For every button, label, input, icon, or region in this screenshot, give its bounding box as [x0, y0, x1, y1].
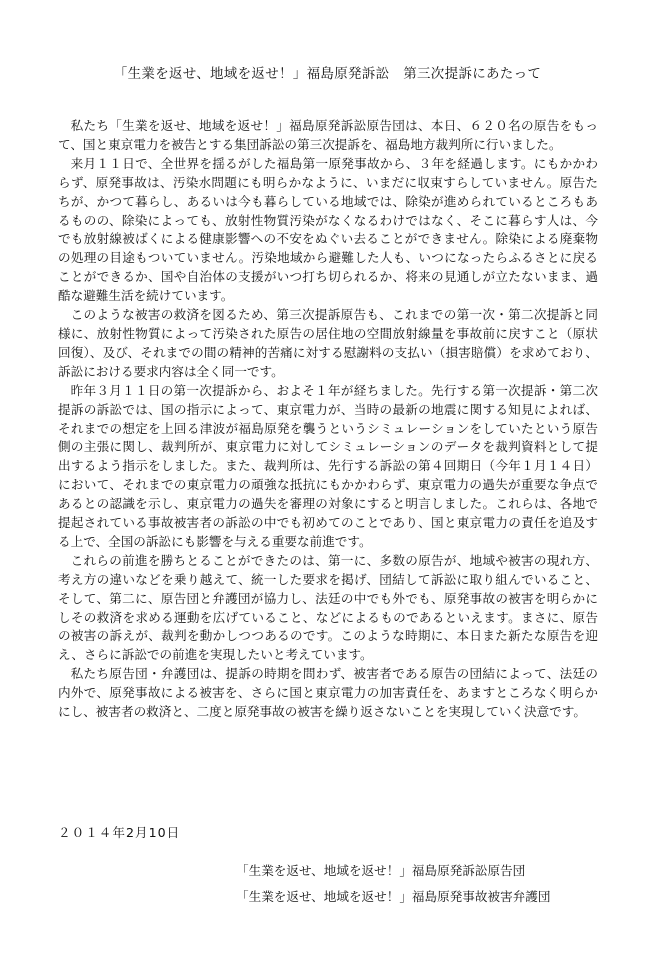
paragraph-3: このような被害の救済を図るため、第三次提訴原告も、これまでの第一次・第二次提訴と同様に、放射性物質によって汚染された原告の居住地の空間放射線量を事故前に戻すこと（原状回復）、及び、それまでの間の精神的苦痛に対する慰謝料の支払い（損害賠償）を求めており、訴訟における要求内容は全く同一です。: [58, 307, 598, 379]
document-date: ２０１４年2月10日: [58, 825, 181, 840]
paragraph-1: 私たち「生業を返せ、地域を返せ！」福島原発訴訟原告団は、本日、６２０名の原告をもって、国と東京電力を被告とする集団訴訟の第三次提訴を、福島地方裁判所に行いました。: [58, 118, 598, 152]
document-body: [58, 117, 598, 722]
signature-lawyers: 「生業を返せ、地域を返せ！」福島原発事故被害弁護団: [236, 889, 551, 904]
paragraph-4: 昨年３月１１日の第一次提訴から、およそ１年が経ちました。先行する第一次提訴・第二次提訴の訴訟では、国の指示によって、東京電力が、当時の最新の地震に関する知見によれば、それまでの想定を上回る津波が福島原発を襲うというシミュレーションをしていたという原告側の主張に関し、裁判所が、東京電力に対してシミュレーションのデータを裁判資料として提出するよう指示をしました。また、裁判所は、先行する訴訟の第４回期日（今年１月１４日）において、それまでの東京電力の頑強な抵抗にもかかわらず、東京電力の過失が重要な争点であるとの認識を示し、東京電力の過失を審理の対象にすると明言しました。これらは、各地で提起されている事故被害者の訴訟の中でも初めてのことであり、国と東京電力の責任を追及する上で、全国の訴訟にも影響を与える重要な前進です。: [58, 382, 598, 549]
paragraph-5: これらの前進を勝ちとることができたのは、第一に、多数の原告が、地域や被害の現れ方、考え方の違いなどを乗り越えて、統一した要求を掲げ、団結して訴訟に取り組んでいること、そして、第二に、原告団と弁護団が協力し、法廷の中でも外でも、原発事故の被害を明らかにしその救済を求める運動を広げていること、などによるものであるといえます。まさに、原告の被害の訴えが、裁判を動かしつつあるのです。このような時期に、本日また新たな原告を迎え、さらに訴訟での前進を実現したいと考えています。: [58, 552, 598, 663]
signature-plaintiffs: 「生業を返せ、地域を返せ！」福島原発訴訟原告団: [236, 863, 526, 878]
paragraph-2: 来月１１日で、全世界を揺るがした福島第一原発事故から、３年を経過します。にもかかわらず、原発事故は、汚染水問題にも明らかなように、いまだに収束すらしていません。原告たちが、かつて暮らし、あるいは今も暮らしている地域では、除染が進められているところもあるものの、除染によっても、放射性物質汚染がなくなるわけではなく、そこに暮らす人は、今でも放射線被ばくによる健康影響への不安をぬぐい去ることができません。除染による廃棄物の処理の目途もついていません。汚染地域から避難した人も、いつになったらふるさとに戻ることができるか、国や自治体の支援がいつ打ち切られるか、将来の見通しが立たないまま、過酷な避難生活を続けています。: [58, 155, 598, 304]
signature-block: [236, 858, 606, 910]
document-title: 「生業を返せ、地域を返せ！」福島原発訴訟 第三次提訴にあたって: [113, 66, 542, 82]
paragraph-6: 私たち原告団・弁護団は、提訴の時期を問わず、被害者である原告の団結によって、法廷の内外で、原発事故による被害を、さらに国と東京電力の加害責任を、あますところなく明らかにし、被害者の救済と、二度と原発事故の被害を繰り返さないことを実現していく決意です。: [58, 666, 598, 720]
